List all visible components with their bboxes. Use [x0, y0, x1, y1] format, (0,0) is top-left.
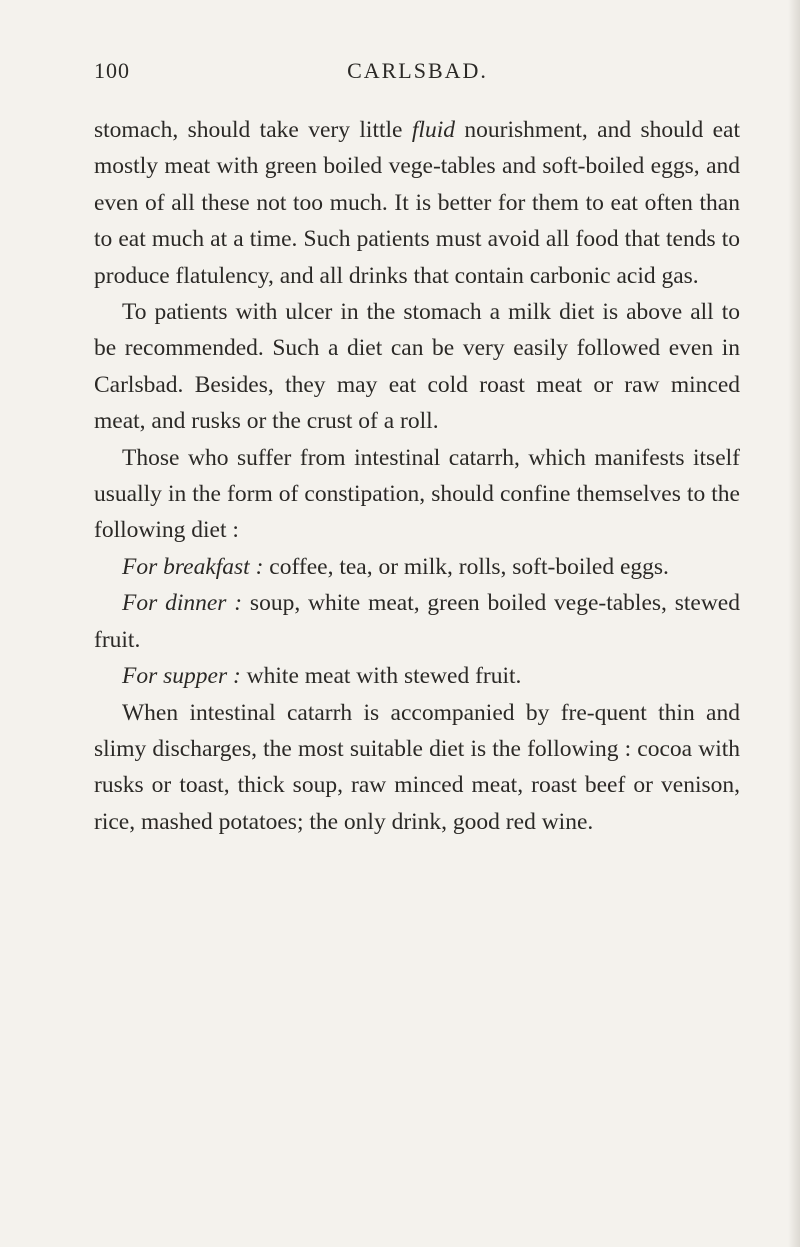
paragraph-7: When intestinal catarrh is accompanied by fre-quent thin and slimy discharges, the most suitable diet is the following : cocoa with rusks or toast, thick soup, raw minced meat, roast beef or venison, rice, mashed potatoes; the only drink, good red wine.: [94, 699, 740, 835]
supper-text: white meat with stewed fruit.: [240, 663, 522, 690]
running-title: CARLSBAD.: [347, 58, 488, 83]
paragraph-3: Those who suffer from intestinal catarrh, which manifests itself usually in the form of constipation, should confine themselves to the following diet :: [94, 444, 740, 544]
page-header: [94, 58, 741, 92]
label-breakfast: For breakfast :: [122, 553, 264, 580]
paragraph-dinner: [94, 585, 740, 658]
page-edge-shadow: [788, 0, 800, 1247]
paragraph-1-text-b: nourishment, and should eat mostly meat with green boiled vege-tables and soft-boiled eggs, and even of all these not too much. It is better for them to eat often than to eat much at a time. Such patients must avoid all food that tends to produce flatulency, and all drinks that contain carbonic acid gas.: [94, 117, 741, 289]
dinner-text: soup, white meat, green boiled vege-tables, stewed fruit.: [94, 590, 740, 653]
label-supper: For supper :: [122, 663, 241, 690]
paragraph-1: [94, 112, 740, 294]
page-body: [94, 112, 740, 840]
label-dinner: For dinner :: [122, 590, 243, 617]
breakfast-text: coffee, tea, or milk, rolls, soft-boiled eggs.: [263, 553, 669, 580]
page-number: 100: [94, 58, 130, 83]
paragraph-breakfast: [94, 549, 740, 585]
paragraph-supper: [94, 658, 740, 694]
paragraph-1-text-a: stomach, should take very little: [94, 117, 412, 143]
emphasis-fluid: fluid: [411, 117, 455, 143]
paragraph-2: To patients with ulcer in the stomach a milk diet is above all to be recommended. Such a diet can be very easily followed even in Carlsbad. Besides, they may eat cold roast meat or raw minced meat, and rusks or the crust of a roll.: [94, 299, 740, 435]
